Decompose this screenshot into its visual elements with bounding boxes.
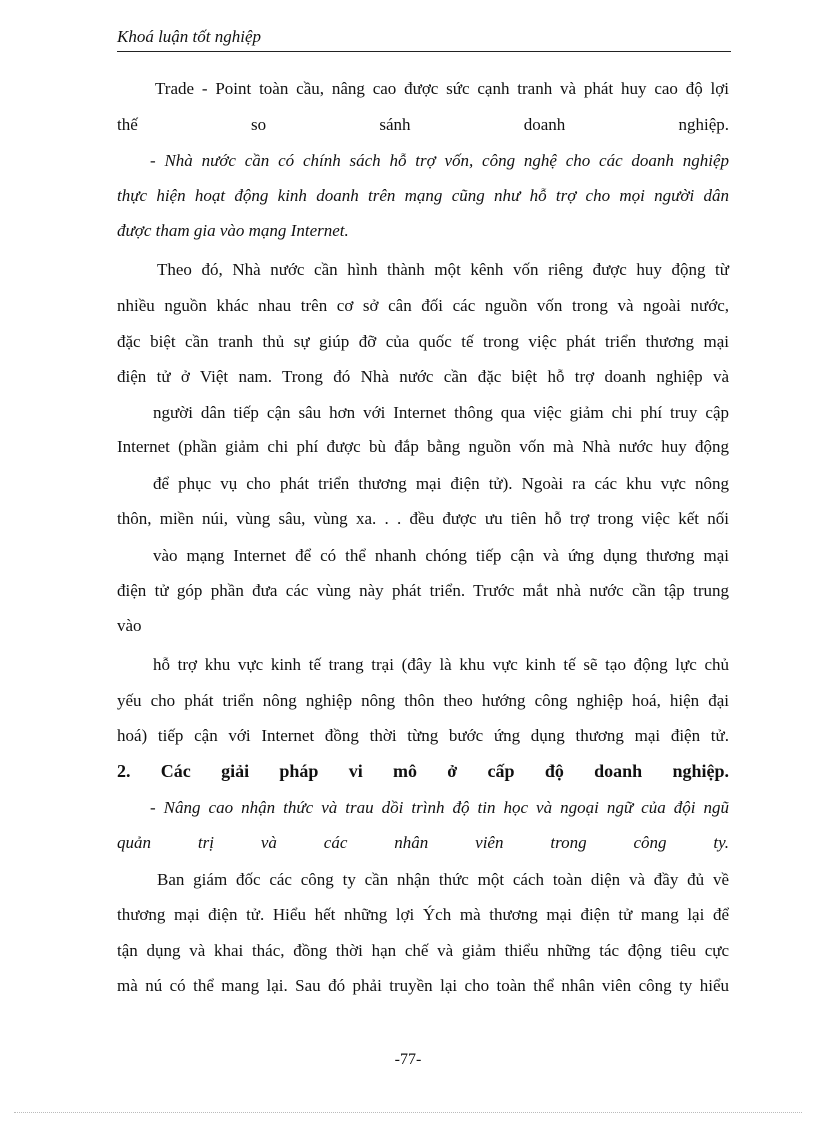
page-number: -77- <box>394 1051 422 1068</box>
body-line: mà nú có thể mang lại. Sau đó phải truyền lại cho toàn thể nhân viên công ty hiểu <box>117 976 729 995</box>
body-line: thôn, miền núi, vùng sâu, vùng xa. . . đều được ưu tiên hỗ trợ trong việc kết nối <box>117 509 729 528</box>
body-line: thế so sánh doanh nghiệp. <box>117 115 729 134</box>
body-line: điện tử ở Việt nam. Trong đó Nhà nước cần đặc biệt hỗ trợ doanh nghiệp và <box>117 367 729 386</box>
body-line: Theo đó, Nhà nước cần hình thành một kênh vốn riêng được huy động từ <box>157 260 729 279</box>
header-divider <box>117 51 731 52</box>
body-line: thực hiện hoạt động kinh doanh trên mạng cũng như hỗ trợ cho mọi người dân <box>117 186 729 205</box>
body-line: Trade - Point toàn cầu, nâng cao được sức cạnh tranh và phát huy cao độ lợi <box>155 79 729 98</box>
body-line: - Nâng cao nhận thức và trau dồi trình độ tin học và ngoại ngữ của đội ngũ <box>150 798 729 817</box>
section-heading: 2. Các giải pháp vi mô ở cấp độ doanh nghiệp. <box>117 761 729 781</box>
body-line: đặc biệt cần tranh thủ sự giúp đỡ của quốc tế trong việc phát triển thương mại <box>117 332 729 351</box>
body-line: người dân tiếp cận sâu hơn với Internet thông qua việc giảm chi phí truy cập <box>153 403 729 422</box>
body-line: Ban giám đốc các công ty cần nhận thức một cách toàn diện và đầy đủ về <box>157 870 729 889</box>
body-line: vào mạng Internet để có thể nhanh chóng tiếp cận và ứng dụng thương mại <box>153 546 729 565</box>
body-line: hoá) tiếp cận với Internet đồng thời từng bước ứng dụng thương mại điện tử. <box>117 726 729 745</box>
body-line: để phục vụ cho phát triển thương mại điện tử). Ngoài ra các khu vực nông <box>153 474 729 493</box>
body-line: vào <box>117 616 142 635</box>
body-line: yếu cho phát triển nông nghiệp nông thôn theo hướng công nghiệp hoá, hiện đại <box>117 691 729 710</box>
body-line: hỗ trợ khu vực kinh tế trang trại (đây là khu vực kinh tế sẽ tạo động lực chủ <box>153 655 729 674</box>
page-bottom-divider <box>14 1112 802 1113</box>
body-line: được tham gia vào mạng Internet. <box>117 221 349 240</box>
body-line: quản trị và các nhân viên trong công ty. <box>117 833 729 852</box>
body-line: tận dụng và khai thác, đồng thời hạn chế và giảm thiểu những tác động tiêu cực <box>117 941 729 960</box>
running-header: Khoá luận tốt nghiệp <box>117 27 262 46</box>
body-line: - Nhà nước cần có chính sách hỗ trợ vốn, công nghệ cho các doanh nghiệp <box>150 151 729 170</box>
body-line: điện tử góp phần đưa các vùng này phát triển. Trước mắt nhà nước cần tập trung <box>117 581 729 600</box>
body-line: Internet (phần giảm chi phí được bù đắp bằng nguồn vốn mà Nhà nước huy động <box>117 437 729 456</box>
body-line: nhiều nguồn khác nhau trên cơ sở cân đối các nguồn vốn trong và ngoài nước, <box>117 296 729 315</box>
body-line: thương mại điện tử. Hiểu hết những lợi Ých mà thương mại điện tử mang lại để <box>117 905 729 924</box>
